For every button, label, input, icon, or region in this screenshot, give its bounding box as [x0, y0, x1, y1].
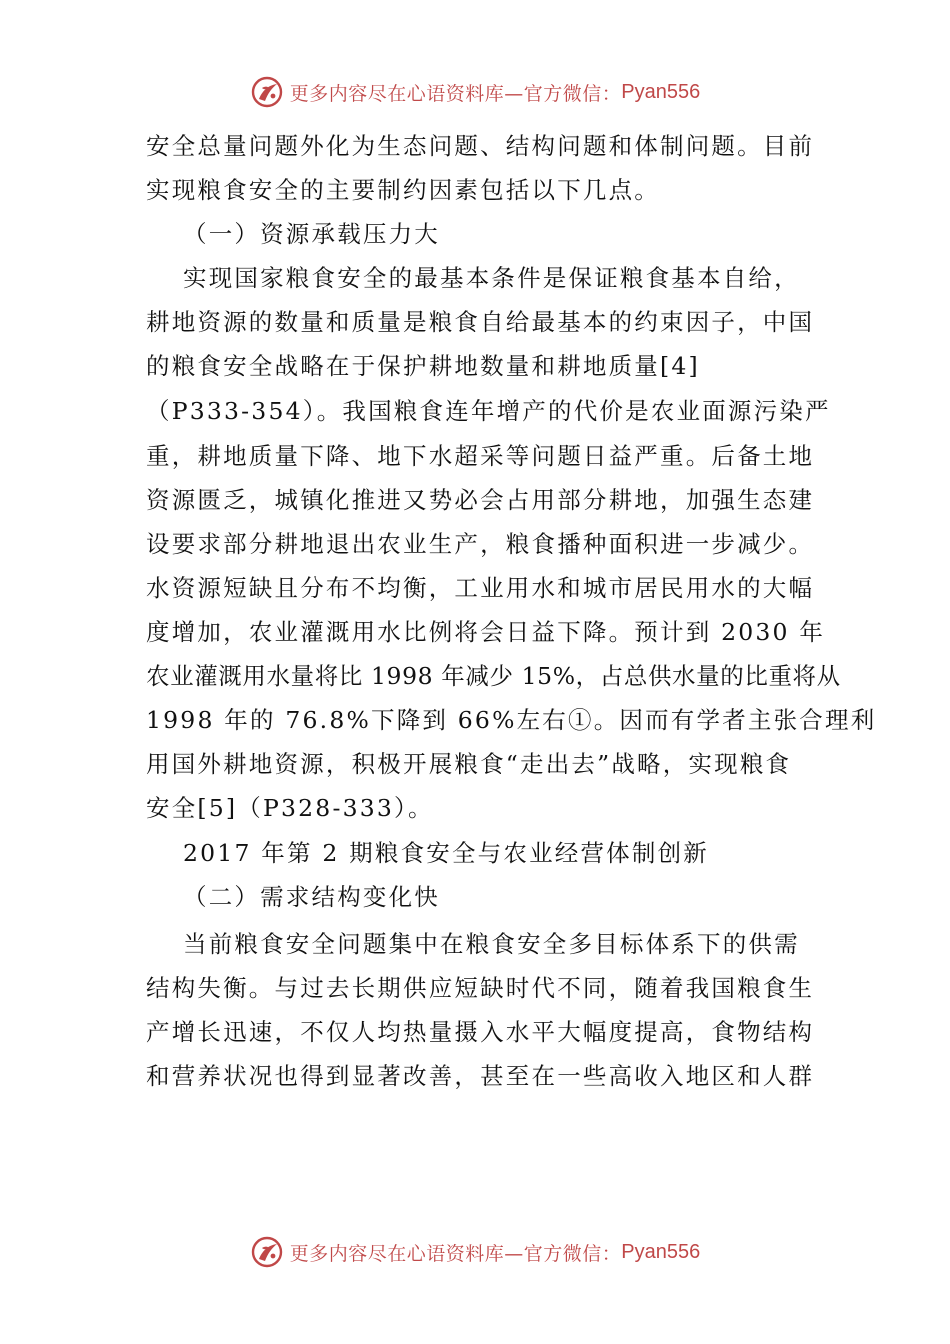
text-line: 农业灌溉用水量将比 1998 年减少 15%，占总供水量的比重将从 — [146, 662, 841, 690]
text-line: 水资源短缺且分布不均衡，工业用水和城市居民用水的大幅 — [146, 574, 815, 602]
text-line: （P333-354）。我国粮食连年增产的代价是农业面源污染严 — [146, 397, 831, 425]
section-heading: （一）资源承载压力大 — [183, 220, 440, 248]
text-line: 资源匮乏，城镇化推进又势必会占用部分耕地，加强生态建 — [146, 486, 815, 514]
text-line: 设要求部分耕地退出农业生产，粮食播种面积进一步减少。 — [146, 530, 815, 558]
flower-logo-icon — [250, 1235, 284, 1269]
text-line: 度增加，农业灌溉用水比例将会日益下降。预计到 2030 年 — [146, 618, 826, 646]
section-heading: （二）需求结构变化快 — [183, 883, 440, 911]
text-line: 实现国家粮食安全的最基本条件是保证粮食基本自给， — [183, 264, 800, 292]
watermark-text: 更多内容尽在心语资料库—官方微信： — [289, 1242, 622, 1265]
text-line: 的粮食安全战略在于保护耕地数量和耕地质量[4] — [146, 352, 700, 380]
text-line: 安全[5]（P328-333）。 — [146, 794, 434, 822]
text-line: 结构失衡。与过去长期供应短缺时代不同，随着我国粮食生 — [146, 974, 815, 1002]
watermark-wechat-id: Pyan556 — [621, 80, 701, 103]
header-watermark — [0, 72, 950, 112]
flower-logo-icon — [250, 75, 284, 109]
text-line: 当前粮食安全问题集中在粮食安全多目标体系下的供需 — [183, 930, 800, 958]
text-line: 实现粮食安全的主要制约因素包括以下几点。 — [146, 176, 660, 204]
text-line: 耕地资源的数量和质量是粮食自给最基本的约束因子，中国 — [146, 308, 815, 336]
journal-issue-line: 2017 年第 2 期粮食安全与农业经营体制创新 — [183, 839, 709, 867]
watermark-wechat-id: Pyan556 — [621, 1240, 701, 1263]
footer-watermark — [0, 1232, 950, 1272]
text-line: 和营养状况也得到显著改善，甚至在一些高收入地区和人群 — [146, 1062, 815, 1090]
watermark-text: 更多内容尽在心语资料库—官方微信： — [289, 82, 622, 105]
text-line: 用国外耕地资源，积极开展粮食“走出去”战略，实现粮食 — [146, 750, 792, 778]
text-line: 安全总量问题外化为生态问题、结构问题和体制问题。目前 — [146, 132, 815, 160]
text-line: 产增长迅速，不仅人均热量摄入水平大幅度提高，食物结构 — [146, 1018, 815, 1046]
text-line: 重，耕地质量下降、地下水超采等问题日益严重。后备土地 — [146, 442, 815, 470]
text-line: 1998 年的 76.8%下降到 66%左右①。因而有学者主张合理利 — [146, 706, 877, 734]
